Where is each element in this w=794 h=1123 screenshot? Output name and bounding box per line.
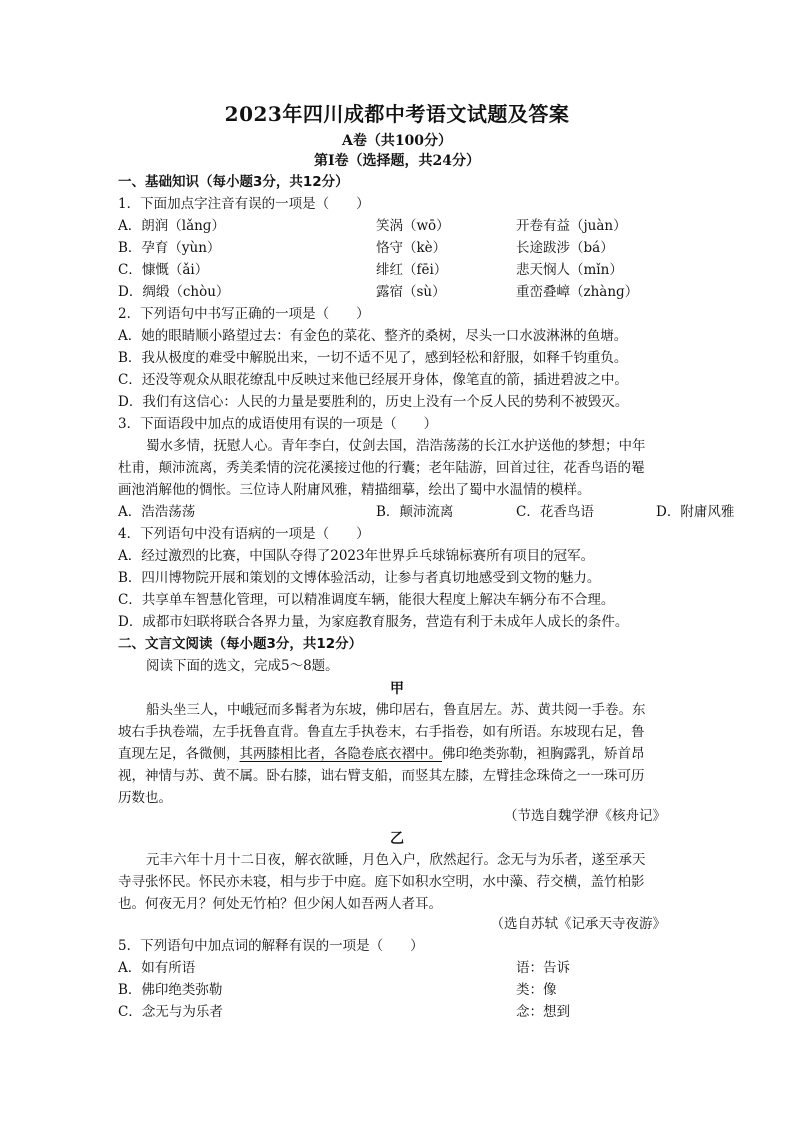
option-text: 开卷有益（juàn）	[516, 218, 627, 234]
question-3-passage-line: 杜甫，颠沛流离，秀美柔情的浣花溪接过他的行囊；老年陆游，回首过往，花香鸟语的罨	[118, 460, 645, 476]
option-text: 悲天悯人（mǐn）	[516, 262, 623, 278]
question-5-row-b	[118, 980, 557, 1000]
question-4-option-a: A．经过激烈的比赛，中国队夺得了2023年世界乒乓球锦标赛所有项目的冠军。	[118, 548, 595, 564]
question-3-stem: 3．下面语段中加点的成语使用有误的一项是（ ）	[118, 416, 438, 432]
option-text: 恪守（kè）	[376, 240, 447, 256]
question-1-stem: 1．下面加点字注音有误的一项是（ ）	[118, 196, 370, 212]
part-label: 第Ⅰ卷（选择题，共24分）	[313, 153, 481, 169]
passage-jia-source: （节选自魏学洢《核舟记》	[504, 808, 666, 824]
option-text: D．附庸风雅	[656, 504, 735, 520]
reading-instruction: 阅读下面的选文，完成5～8题。	[146, 658, 339, 674]
option-gloss: 念：想到	[516, 1004, 570, 1020]
question-3-passage-line: 蜀水多情，抚慰人心。青年李白，仗剑去国，浩浩荡荡的长江水护送他的梦想；中年	[146, 438, 646, 454]
option-text: D．绸缎（chòu）	[118, 284, 230, 300]
question-5-row-c	[118, 1002, 570, 1022]
question-2-option-b: B．我从极度的难受中解脱出来，一切不适不见了，感到轻松和舒服，如释千钧重负。	[118, 350, 628, 366]
question-1-row-d	[118, 282, 639, 302]
option-text: 长途跋涉（bá）	[516, 240, 614, 256]
question-1-row-b	[118, 238, 614, 258]
option-text: 笑涡（wō）	[376, 218, 450, 234]
passage-jia-line: 历数也。	[118, 790, 172, 806]
question-1-row-a	[118, 216, 627, 236]
question-2-option-c: C．还没等观众从眼花缭乱中反映过来他已经展开身体，像笔直的箭，插进碧波之中。	[118, 372, 628, 388]
question-4-option-b: B．四川博物院开展和策划的文博体验活动，让参与者真切地感受到文物的魅力。	[118, 570, 601, 586]
underlined-sentence: 其两膝相比者，各隐卷底衣褶中。	[239, 746, 442, 762]
option-text: 重峦叠嶂（zhànɡ）	[516, 284, 639, 300]
passage-jia-line: 坡右手执卷端，左手抚鲁直背。鲁直左手执卷末，右手指卷，如有所语。东坡现右足，鲁	[118, 724, 645, 740]
passage-yi-line: 寺寻张怀民。怀民亦未寝，相与步于中庭。庭下如积水空明，水中藻、荇交横，盖竹柏影	[118, 874, 645, 890]
passage-jia-line: 船头坐三人，中峨冠而多髯者为东坡，佛印居右，鲁直居左。苏、黄共阅一手卷。东	[146, 702, 646, 718]
question-4-stem: 4．下列语句中没有语病的一项是（ ）	[118, 526, 370, 542]
option-text: A．朗润（lǎnɡ）	[118, 218, 225, 234]
section-heading-basic: 一、基础知识（每小题3分，共12分）	[118, 174, 349, 190]
passage-jia-heading: 甲	[390, 681, 404, 697]
option-text: A．如有所语	[118, 960, 196, 976]
option-text: C．慷慨（ǎi）	[118, 262, 209, 278]
question-2-option-a: A．她的眼睛顺小路望过去：有金色的菜花、整齐的桑树，尽头一口水波淋淋的鱼塘。	[118, 328, 628, 344]
option-gloss: 类：像	[516, 982, 557, 998]
passage-yi-line: 元丰六年十月十二日夜，解衣欲睡，月色入户，欣然起行。念无与为乐者，遂至承天	[146, 852, 646, 868]
question-1-row-c	[118, 260, 623, 280]
question-5-row-a	[118, 958, 570, 978]
passage-jia-line	[118, 744, 645, 764]
option-text: B．孕育（yùn）	[118, 240, 221, 256]
question-3-passage-line: 画池消解他的惆怅。三位诗人附庸风雅，精描细摹，绘出了蜀中水温情的模样。	[118, 482, 591, 498]
option-text: B．佛印绝类弥勒	[118, 982, 223, 998]
question-5-stem: 5．下列语句中加点词的解释有误的一项是（ ）	[118, 938, 424, 954]
option-text: 露宿（sù）	[376, 284, 446, 300]
option-gloss: 语：告诉	[516, 960, 570, 976]
volume-label: A卷（共100分）	[341, 133, 453, 149]
question-2-stem: 2．下列语句中书写正确的一项是（ ）	[118, 306, 370, 322]
question-4-option-d: D．成都市妇联将联合各界力量，为家庭教育服务，营造有利于未成年人成长的条件。	[118, 614, 629, 630]
page-title: 2023年四川成都中考语文试题及答案	[224, 102, 570, 126]
question-2-option-d: D．我们有这信心：人民的力量是要胜利的，历史上没有一个反人民的势利不被毁灭。	[118, 394, 629, 410]
passage-text: 佛印绝类弥勒，袒胸露乳，矫首昂	[442, 746, 645, 762]
section-heading-classical: 二、文言文阅读（每小题3分，共12分）	[118, 636, 363, 652]
question-3-options	[118, 502, 735, 522]
passage-yi-heading: 乙	[390, 831, 404, 847]
question-4-option-c: C．共享单车智慧化管理，可以精准调度车辆，能很大程度上解决车辆分布不合理。	[118, 592, 615, 608]
option-text: C．花香鸟语	[516, 504, 594, 520]
option-text: 绯红（fēi）	[376, 262, 448, 278]
passage-yi-line: 也。何夜无月？何处无竹柏？但少闲人如吾两人者耳。	[118, 896, 442, 912]
passage-jia-line: 视，神情与苏、黄不属。卧右膝，诎右臂支船，而竖其左膝，左臂挂念珠倚之一一珠可历	[118, 768, 645, 784]
passage-yi-source: （选自苏轼《记承天寺夜游》	[490, 916, 666, 932]
passage-text: 直现左足，各微侧，	[118, 746, 240, 762]
option-text: C．念无与为乐者	[118, 1004, 223, 1020]
option-text: A．浩浩荡荡	[118, 504, 196, 520]
option-text: B．颠沛流离	[376, 504, 454, 520]
